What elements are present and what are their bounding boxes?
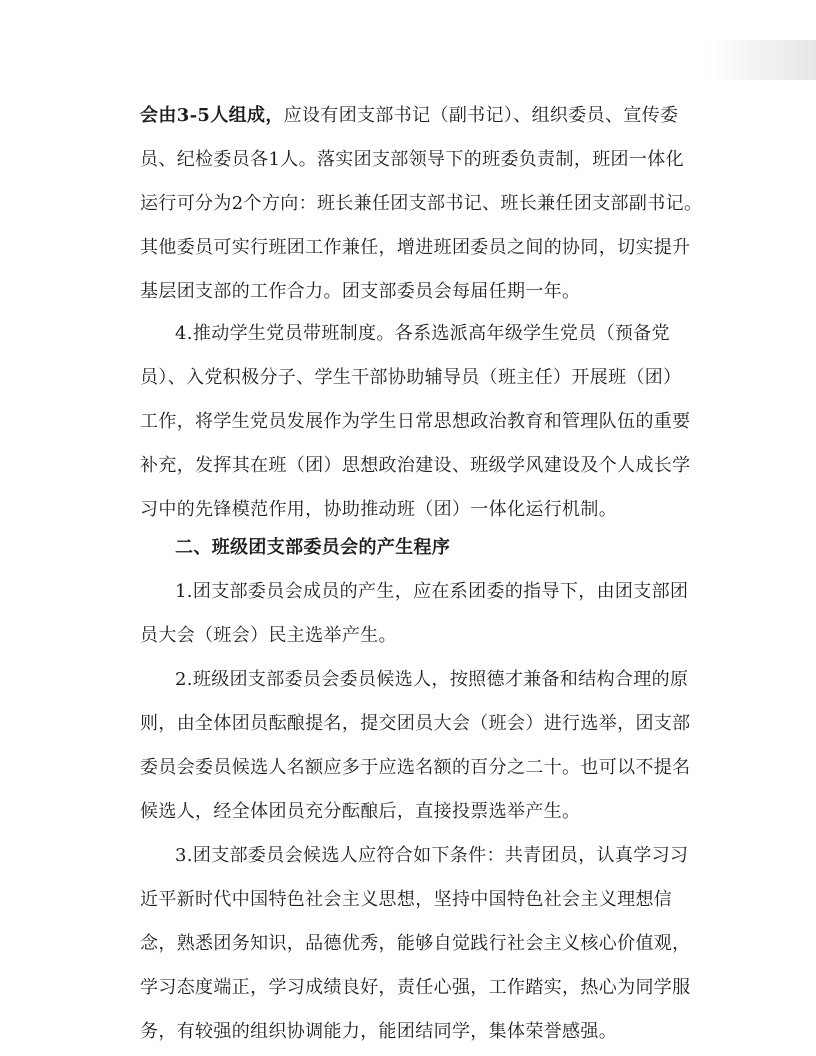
text-line: 近平新时代中国特色社会主义思想，坚持中国特色社会主义理想信 bbox=[140, 889, 673, 910]
text-line: 2.班级团支部委员会委员候选人，按照德才兼备和结构合理的原 bbox=[175, 669, 689, 690]
text-line: 4.推动学生党员带班制度。各系选派高年级学生党员（预备党 bbox=[175, 323, 670, 344]
text-line: 员、纪检委员各1人。落实团支部领导下的班委负责制，班团一体化 bbox=[140, 149, 684, 170]
text-line: 委员会委员候选人名额应多于应选名额的百分之二十。也可以不提名 bbox=[140, 757, 691, 778]
text-line: 1.团支部委员会成员的产生，应在系团委的指导下，由团支部团 bbox=[175, 581, 689, 602]
text-line: 员大会（班会）民主选举产生。 bbox=[140, 625, 397, 646]
text-line: 念，熟悉团务知识，品德优秀，能够自觉践行社会主义核心价值观， bbox=[140, 933, 691, 954]
text-line: 候选人，经全体团员充分酝酿后，直接投票选举产生。 bbox=[140, 801, 581, 822]
bold-lead: 会由3-5人组成， bbox=[140, 105, 284, 126]
text-run: 应设有团支部书记（副书记）、组织委员、宣传委 bbox=[283, 105, 679, 126]
text-line: 学习态度端正，学习成绩良好，责任心强，工作踏实，热心为同学服 bbox=[140, 977, 691, 998]
text-line: 习中的先锋模范作用，协助推动班（团）一体化运行机制。 bbox=[140, 499, 618, 520]
text-line: 补充，发挥其在班（团）思想政治建设、班级学风建设及个人成长学 bbox=[140, 455, 691, 476]
text-line: 则，由全体团员酝酿提名，提交团员大会（班会）进行选举，团支部 bbox=[140, 713, 691, 734]
text-line: 员）、入党积极分子、学生干部协助辅导员（班主任）开展班（团） bbox=[140, 367, 682, 388]
text-line: 3.团支部委员会候选人应符合如下条件：共青团员，认真学习习 bbox=[175, 845, 689, 866]
section-heading: 二、班级团支部委员会的产生程序 bbox=[175, 537, 451, 558]
text-line bbox=[140, 104, 720, 128]
text-line: 工作，将学生党员发展作为学生日常思想政治教育和管理队伍的重要 bbox=[140, 411, 691, 432]
text-line: 其他委员可实行班团工作兼任，增进班团委员之间的协同，切实提升 bbox=[140, 237, 691, 258]
text-line: 运行可分为2个方向：班长兼任团支部书记、班长兼任团支部副书记。 bbox=[140, 193, 703, 214]
scan-shadow bbox=[706, 40, 816, 80]
text-line: 务，有较强的组织协调能力，能团结同学，集体荣誉感强。 bbox=[140, 1021, 618, 1042]
text-line: 基层团支部的工作合力。团支部委员会每届任期一年。 bbox=[140, 281, 581, 302]
